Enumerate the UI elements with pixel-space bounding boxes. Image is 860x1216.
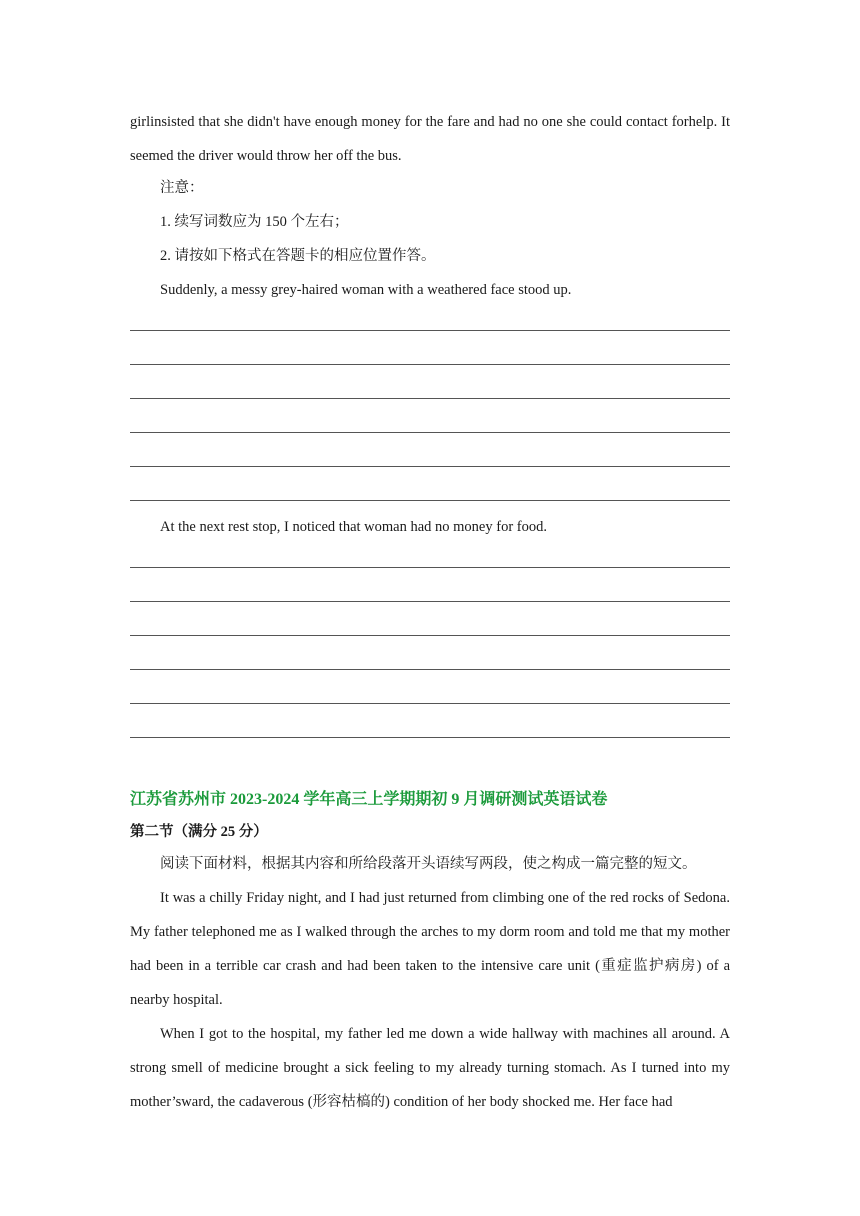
answer-line	[130, 669, 730, 670]
answer-line	[130, 432, 730, 433]
answer-line	[130, 330, 730, 331]
answer-line	[130, 635, 730, 636]
intro-paragraph-block	[130, 105, 730, 173]
intro-paragraph: girlinsisted that she didn't have enough money for the fare and had no one she could contact forhelp. It seemed the driver would throw her off the bus.	[130, 114, 730, 164]
passage-paragraph-2: When I got to the hospital, my father led me down a wide hallway with machines all around. A strong smell of medicine brought a sick feeling to my already turning stomach. As I turned into my mother’sward, the cadaverous (形容枯槁的) condition of her body shocked me. Her face had	[130, 1026, 730, 1110]
passage-paragraph-2-block	[130, 1017, 730, 1119]
section-instruction: 阅读下面材料，根据其内容和所给段落开头语续写两段，使之构成一篇完整的短文。	[160, 856, 697, 872]
answer-line	[130, 567, 730, 568]
answer-line	[130, 398, 730, 399]
passage-paragraph-1: It was a chilly Friday night, and I had just returned from climbing one of the red rocks of Sedona. My father telephoned me as I walked through the arches to my dorm room and told me that my mother had been in a terrible car crash and had been taken to the intensive care unit (重症监护病房) of a nearby hospital.	[130, 890, 730, 1008]
answer-line	[130, 601, 730, 602]
answer-line	[130, 364, 730, 365]
answer-line	[130, 500, 730, 501]
section-subtitle: 第二节（满分 25 分）	[130, 824, 268, 840]
paragraph-2-opener: At the next rest stop, I noticed that woman had no money for food.	[160, 519, 547, 535]
passage-paragraph-1-block	[130, 881, 730, 1017]
answer-line	[130, 737, 730, 738]
answer-line	[130, 703, 730, 704]
notes-label: 注意：	[160, 180, 204, 196]
section-title: 江苏省苏州市 2023-2024 学年高三上学期期初 9 月调研测试英语试卷	[130, 791, 608, 808]
note-item-2: 2. 请按如下格式在答题卡的相应位置作答。	[160, 248, 436, 264]
answer-line	[130, 466, 730, 467]
paragraph-1-opener: Suddenly, a messy grey-haired woman with a weathered face stood up.	[160, 282, 572, 298]
note-item-1: 1. 续写词数应为 150 个左右；	[160, 214, 349, 230]
